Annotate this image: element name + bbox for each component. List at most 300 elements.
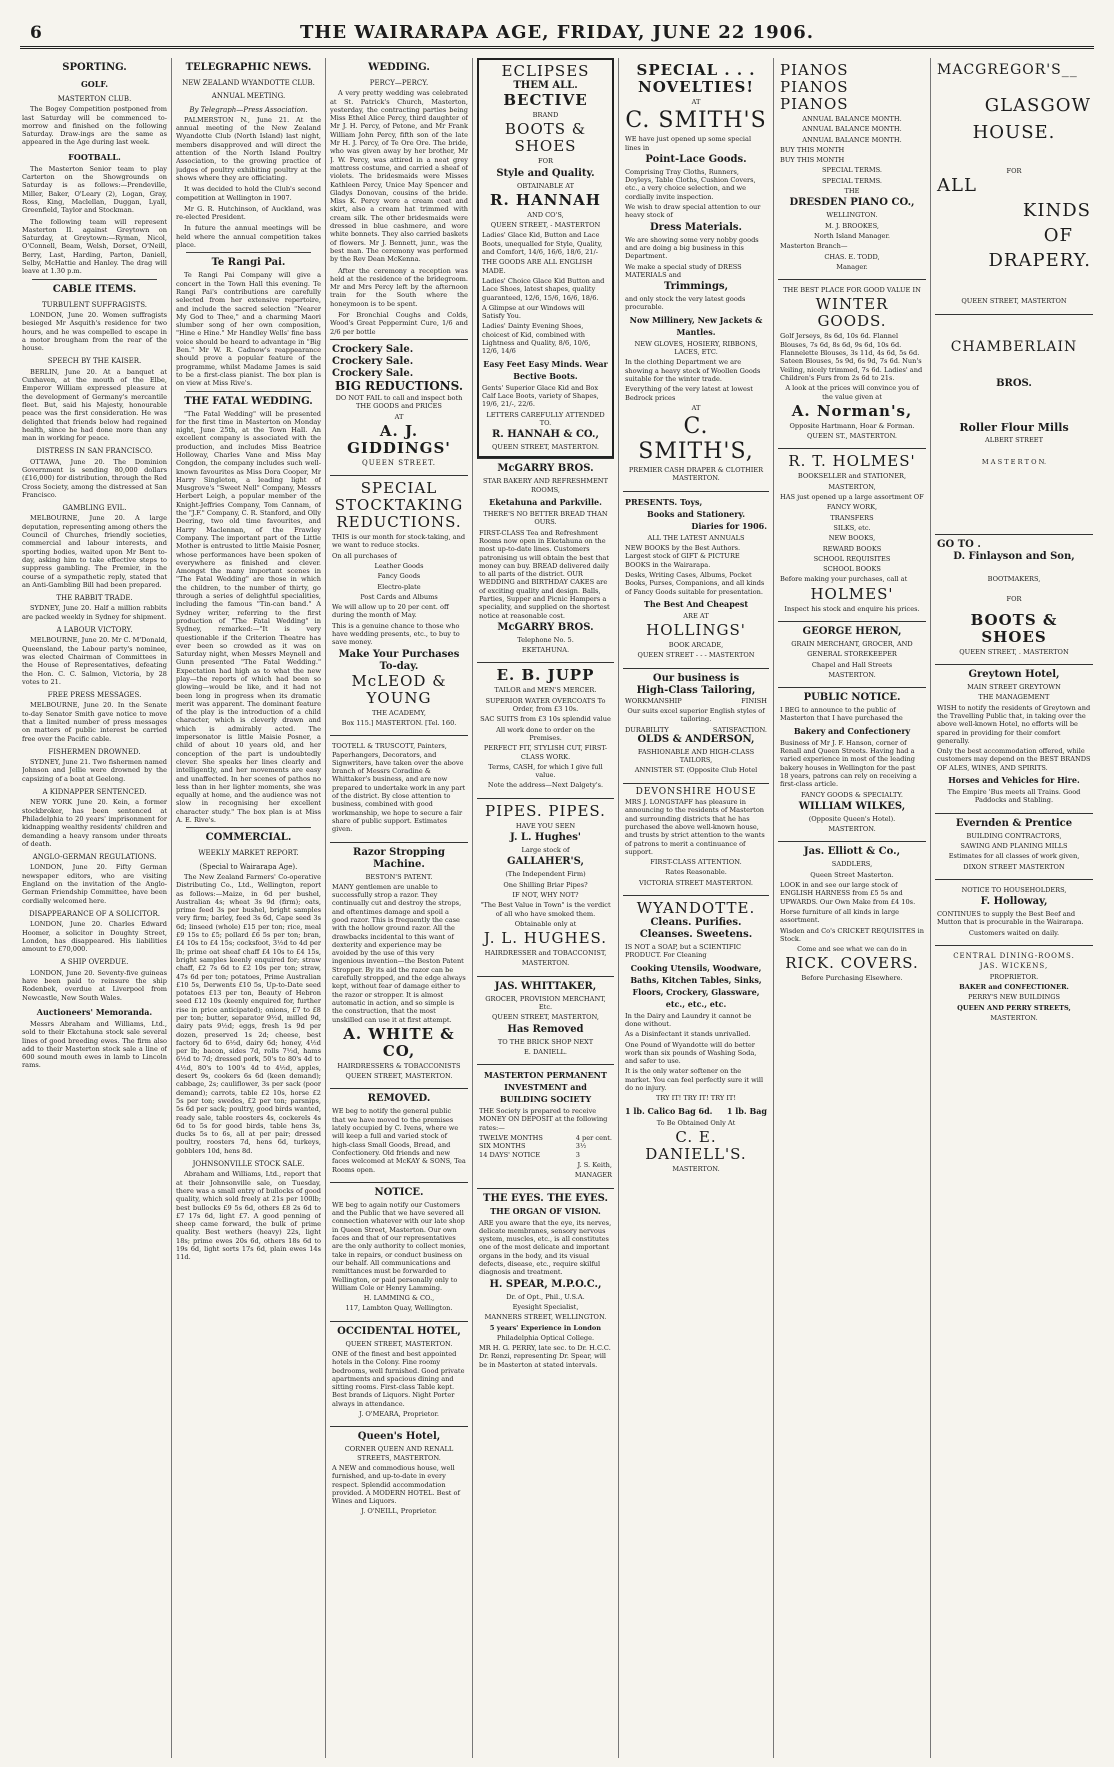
ad-headline: HOUSE.	[972, 122, 1056, 143]
ad-address: ANNISTER ST. (Opposite Club Hotel	[634, 766, 758, 775]
ad-headline: OCCIDENTAL HOTEL,	[337, 1325, 461, 1337]
ad-text: DO NOT FAIL to call and inspect both THE GOODS and PRICES	[335, 393, 463, 411]
advertiser-name: H. LAMMING & CO.,	[363, 1294, 435, 1303]
ad-subhead: PROPRIETOR.	[989, 972, 1039, 981]
ad-tootell	[330, 735, 468, 841]
ad-headline: THE EYES. THE EYES.	[483, 1192, 608, 1204]
ad-text: IF NOT, WHY NOT?	[512, 890, 579, 899]
divider	[32, 279, 157, 280]
article-heading: NEW ZEALAND WYANDOTTE CLUB.	[182, 79, 315, 87]
article-text: LONDON, June 20. Seventy-five guineas have been paid to reinsure the ship Rodenbek, overdue at Liverpool from Newcastle, New South Wales.	[22, 968, 167, 1002]
ad-text: ANNUAL BALANCE MONTH.	[802, 115, 902, 123]
advertiser-name: D. Finlayson and Son,	[953, 551, 1075, 563]
ad-headline: BOOTS & SHOES	[970, 610, 1058, 646]
article-text: LONDON, June 20. Women suffragists besieged Mr Asquith's residence for two hours, and he was compelled to escape in a motor brougham from the rear of the house.	[22, 310, 167, 353]
ad-text: Obtainable only at	[514, 919, 577, 928]
article-heading: THE RABBIT TRADE.	[56, 594, 133, 603]
ad-text: Only the best accommodation offered, while customers may depend on the BEST BRANDS OF ALES, WINES, AND SPIRITS.	[937, 747, 1091, 772]
ad-text: NEW BOOKS by the Best Authors. Largest stock of GIFT & PICTURE BOOKS in the Wairarapa.	[625, 544, 741, 569]
ad-subhead: Bakery and Confectionery	[793, 725, 911, 736]
ad-olds-anderson	[623, 668, 769, 783]
ad-headline: Crockery Sale.	[332, 367, 414, 379]
ad-item: Electro-plate	[377, 582, 421, 591]
ad-subhead: SADDLERS,	[831, 860, 873, 869]
ad-razor	[330, 842, 468, 1089]
ad-text: HAS just opened up a large assortment OF	[780, 493, 924, 502]
ad-address: QUEEN STREET.	[361, 458, 437, 467]
ad-text: BUY THIS MONTH	[780, 145, 845, 154]
ad-address: Box 115.] MASTERTON. [Tel. 160.	[341, 718, 457, 727]
ad-address: PREMIER CASH DRAPER & CLOTHIER MASTERTON.	[628, 466, 764, 483]
ad-subhead: Cooking Utensils, Woodware, Baths, Kitchen Tables, Sinks, Floors, Crockery, Glassware, etc., etc., etc.	[630, 962, 762, 1009]
ad-label: WORKMANSHIP	[625, 696, 682, 705]
ad-text: To Be Obtained Only At	[656, 1118, 736, 1127]
ad-text: SPECIAL TERMS.	[822, 176, 882, 185]
article-heading: WEEKLY MARKET REPORT.	[198, 849, 299, 858]
advertiser-name: McLEOD & YOUNG	[351, 671, 447, 707]
advertiser-name: F. Holloway,	[980, 896, 1048, 908]
article-text: Te Rangi Pai Company will give a concert in the Town Hall this evening. Te Rangi Pai's contributions are carefully selected from her extensive repertoire, and include the sacred selection "Nearer My God to Thee," and a charming Maori slumber song of her own composition, "Hine e Hine." Mr Handley Wells' fine bass voice should be heard to advantage in "Big Ben." Mr W. R. Cadnow's reappearance should prove a popular feature of the programme, whilst Madame James is said to be a first-class pianist. The box plan is on view at Miss Rive's.	[176, 271, 321, 388]
article-heading: JOHNSONVILLE STOCK SALE.	[192, 1160, 305, 1169]
article-heading: SPEECH BY THE KAISER.	[47, 357, 142, 366]
article-heading: DISTRESS IN SAN FRANCISCO.	[36, 447, 153, 456]
ad-subhead: AND CO'S,	[527, 210, 564, 219]
ad-text: SAC SUITS from £3 10s splendid value	[480, 715, 611, 724]
ad-headline: Cleans. Purifies.	[650, 917, 742, 929]
ad-address: MASTERTON.	[990, 1013, 1038, 1022]
ad-text: WE have just opened up some special lines in	[625, 135, 752, 152]
ad-text: Wisden and Co's CRICKET REQUISITES in Stock.	[780, 926, 924, 943]
ad-text: AT	[691, 403, 701, 412]
ad-headline: Crockery Sale.	[332, 355, 414, 367]
advertiser-name: OLDS & ANDERSON,	[637, 733, 755, 745]
advertiser-name: Jas. Elliott & Co.,	[803, 846, 901, 858]
ad-subhead: STAR BAKERY AND REFRESHMENT ROOMS,	[483, 477, 608, 494]
brand-name: BECTIVE	[503, 91, 588, 109]
ad-text: THE GOODS ARE ALL ENGLISH MADE.	[482, 258, 593, 275]
advertiser-name: C. SMITH'S,	[638, 414, 754, 465]
ad-text: Philadelphia Optical College.	[496, 1333, 595, 1342]
ad-address: QUEEN STREET, MASTERTON,	[492, 1013, 599, 1022]
ad-text: Estimates for all classes of work given,	[948, 852, 1080, 861]
ad-text: SPECIAL TERMS.	[822, 166, 882, 175]
ad-text: We wish to draw special attention to our heavy stock of	[625, 203, 761, 220]
article-text: LONDON, June 20. Charles Edward Hoomer, a solicitor in Doughty Street, London, has disappeared. His liabilities amount to £70,000.	[22, 920, 167, 954]
ad-text: AT	[394, 412, 404, 421]
ad-subhead: BOOK ARCADE,	[668, 641, 724, 650]
ad-headline: KINDS	[1022, 200, 1091, 222]
article-heading: GAMBLING EVIL.	[62, 504, 127, 513]
sub-heading: FOOTBALL.	[68, 151, 121, 162]
ad-price: 1 lb. Calico Bag 6d.	[625, 1105, 713, 1116]
masthead	[20, 20, 1094, 49]
advertiser-name: HOLMES'	[810, 584, 894, 603]
section-heading: TELEGRAPHIC NEWS.	[185, 62, 312, 73]
ad-text: As a Disinfectant it stands unrivalled.	[625, 1030, 751, 1039]
ad-text: On all purchases of	[332, 551, 397, 560]
ad-jupp	[477, 662, 614, 797]
ad-headline: DRAPERY.	[988, 250, 1091, 272]
article-text: NEW YORK June 20. Kein, a former stockbroker, has been sentenced at Philadelphia to 20 years' imprisonment for kidnapping wealthy residents' children and demanding a heavy ransom under threats of death.	[22, 798, 167, 848]
ad-pipes	[477, 798, 614, 976]
ad-text: MRS J. LONGSTAFF has pleasure in announcing to the residents of Masterton and surrounding districts that he has purchased the above well-known house, and trusts by strict attention to the wants of patrons to merit a continuance of support.	[625, 798, 765, 856]
article-byline: By Telegraph—Press Association.	[189, 105, 308, 114]
ad-address: QUEEN AND PERRY STREETS,	[957, 1003, 1071, 1012]
ad-subhead: SAWING AND PLANING MILLS	[960, 841, 1068, 850]
ad-address: QUEEN STREET - - - MASTERTON	[637, 651, 755, 660]
brand-name: WYANDOTTE.	[636, 899, 756, 918]
ad-headline: REMOVED.	[367, 1093, 431, 1105]
ad-headline: NOTICE.	[374, 1186, 424, 1198]
ad-text: WE beg to again notify our Customers and the Public that we have severed all connection whatever with our late shop in Queen Street, Masterton. Our own faces and that of our representatives are the only authority to collect monies, take in repairs, or conduct business on our behalf. All communications and remittances must be forwarded to Wellington, or paid personally only to William Cole or Henry Lamming.	[332, 1200, 466, 1292]
ad-text: 5 years' Experience in London	[489, 1323, 602, 1332]
ad-headline: PUBLIC NOTICE.	[803, 692, 901, 704]
ad-label: DURABILITY	[625, 725, 669, 734]
ad-text: In the Dairy and Laundry it cannot be done without.	[625, 1011, 752, 1028]
advertiser-name: J. L. HUGHES.	[483, 929, 608, 948]
ad-text: LOOK in and see our large stock of ENGLISH HARNESS from £5 5s and UPWARDS. Our Own Make from £4 10s.	[780, 881, 916, 906]
ad-subhead: BROS.	[996, 377, 1032, 389]
ad-subhead: Trimmings,	[663, 281, 729, 293]
article-text: "The Fatal Wedding" will be presented for the first time in Masterton on Monday night, June 25th, at the Town Hall. An excellent company is associated with the production, and includes Miss Beatrice Holloway, Charles Vane and Miss May Congdon, the company includes such well-known favourites as Miss Dora Cooper, Mr Harry Singleton, a leading light of Musgrove's "Sweet Nell" Company, Messrs Herbert Leigh, a popular member of the Knight-Jeffries Company, Tom Cannam, of the "J.F." Company, C. R. Stanford, and Olly Deering, two old time favourites, and Harry Maclennan, of the Frawley Company. The important part of the Little Mother is entrusted to little Maisie Posner, whose performances have been spoken of everywhere as finished and clever. Amongst the many important scenes in "The Fatal Wedding" are those in which the children, to the number of thirty, go through a series of delightful specialities, including the famous "Tin-can band." A Sydney writer, referring to the first production of "The Fatal Wedding" in Sydney, remarked:—"It is very questionable if the Criterion Theatre has ever been so crowded as it was on Saturday night, when Messrs Meynell and Gunn presented "The Fatal Wedding." Expectation had high as to what the new play—the reports of which had been so glowing—would be like, and it had not been long in progress when its dramatic merit was apparent. The dominant feature of the play is the introduction of a child character, which is cleverly drawn and which is admirably acted. The impersonator is little Maisie Posner, a child of about 10 years old, and her conception of the part is undoubtedly clever. She speaks her lines clearly and intelligently, and her movements are easy and unaffected. In her scenes of pathos no less than in her lighter moments, she was equally at home, and the audience was not slow in recognising her excellent character study." The box plan is at Miss A. E. Rive's.	[176, 409, 321, 825]
article-text: The following team will represent Masterton II. against Greytown on Saturday, at Greytown:—Ryman, Nicol, O'Connell, Beam, Welsh, Dorset, O'Neill, Berry, Last, Harding, Parton, Daniell, Selby, McHattie and Hanley. The drag will leave at 1.30 p.m.	[22, 217, 167, 276]
ad-text: Our suits excel superior English styles of tailoring.	[627, 706, 765, 724]
ad-text: Before Purchasing Elsewhere.	[801, 974, 903, 983]
ad-central-dining	[935, 945, 1093, 1030]
ad-address: QUEEN ST., MASTERTON.	[806, 432, 898, 441]
ad-text: North Island Manager.	[814, 231, 890, 240]
column-rule	[618, 58, 619, 1758]
ad-hollings	[623, 491, 769, 668]
advertiser-name: McGARRY BROS.	[497, 463, 594, 475]
ad-subhead: BRAND	[532, 111, 559, 119]
ad-text: I BEG to announce to the public of Masterton that I have purchased the	[780, 706, 903, 723]
ad-text: Masterton Branch—	[780, 242, 848, 251]
article-text: SYDNEY, June 20. Half a million rabbits are packed weekly in Sydney for shipment.	[22, 604, 167, 621]
ad-text: We will allow up to 20 per cent. off during the month of May.	[332, 603, 449, 620]
article-heading: PERCY—PERCY.	[369, 79, 429, 87]
ad-item: REWARD BOOKS	[822, 544, 882, 553]
article-text: Mr G. R. Hutchinson, of Auckland, was re-elected President.	[176, 204, 321, 222]
column-ads-7	[935, 58, 1093, 1758]
ad-headline: Roller Flour Mills	[959, 420, 1069, 434]
ad-subhead: THEM ALL.	[513, 80, 578, 91]
ad-subhead: GRAIN MERCHANT, GROCER, AND	[791, 639, 913, 648]
ad-address: MASTERTON.	[828, 670, 876, 679]
ad-c-smith	[623, 58, 769, 491]
ad-headline: PIANOS	[780, 78, 849, 96]
ad-wyandotte	[623, 895, 769, 1181]
ad-item: TRANSFERS	[830, 513, 874, 522]
ad-subhead: The Best And Cheapest	[643, 598, 749, 609]
ad-text: ARE AT	[683, 611, 709, 620]
ad-text: Gents' Superior Glace Kid and Box Calf Lace Boots, variety of Shapes, 19/6, 21/-, 22/6.	[482, 383, 599, 409]
ad-text: Everything of the very latest at lowest Bedrock prices	[625, 385, 753, 402]
advertiser-name: JAS. WICKENS,	[979, 962, 1049, 971]
advertiser-name: McGARRY BROS.	[497, 621, 594, 633]
section-heading: Te Rangi Pai.	[211, 257, 286, 269]
article-text: MELBOURNE, June 20. In the Senate to-day Senator Smith gave notice to move that a limited number of press messages on matters of public interest be carried free over the Pacific cable.	[22, 701, 167, 743]
ad-subhead: THE ORGAN OF VISION.	[490, 1205, 601, 1216]
ad-headline: ECLIPSES	[501, 62, 590, 80]
ad-text: ARE you aware that the eye, its nerves, delicate membranes, sensory nervous system, muscles, etc., is all constitutes one of the most delicate and important organs in the body, and its visual defects, disease, etc., require skilful diagnosis and treatment.	[479, 1218, 612, 1277]
ad-heron	[778, 621, 926, 687]
ad-headline: Razor Stropping Machine.	[353, 846, 445, 870]
divider	[186, 252, 311, 253]
ad-text: A look at the prices will convince you of the value given at	[785, 384, 919, 401]
ad-text: THE BEST PLACE FOR GOOD VALUE IN	[783, 286, 921, 295]
article-text: After the ceremony a reception was held at the residence of the bridegroom. Mr and Mrs Percy left by the afternoon train for the South where the honeymoon is to be spent.	[330, 266, 468, 308]
ad-price: 1 lb. Bag	[726, 1105, 767, 1116]
ad-headline: High-Class Tailoring,	[636, 684, 756, 696]
ad-subhead: TAILOR and MEN'S MERCER.	[494, 686, 597, 695]
article-text: BERLIN, June 20. At a banquet at Cuxhaven, at the mouth of the Elbe, Emperor William expressed pleasure at the development of Germany's mercantile fleet. But, said his Majesty, honourable peace was the first consideration. He was delighted that friends below had regained health, since he had done more than any man in working for peace.	[22, 367, 167, 443]
ad-headline: Cleanses. Sweetens.	[639, 929, 753, 941]
ad-removed	[330, 1088, 468, 1181]
advertiser-name: H. SPEAR, M.P.O.C.,	[489, 1278, 602, 1290]
ad-text: PERFECT FIT, STYLISH CUT, FIRST-CLASS WORK.	[483, 744, 608, 761]
advertiser-name: R. T. HOLMES'	[788, 452, 916, 471]
ad-text: ALL THE LATEST ANNUALS	[647, 533, 745, 542]
section-heading: SPORTING.	[62, 62, 127, 73]
ad-text: We make a special study of DRESS MATERIALS and	[625, 262, 742, 279]
ad-subhead: Now Millinery, New Jackets & Mantles.	[629, 314, 763, 337]
ad-item: SCHOOL BOOKS	[823, 565, 881, 574]
ad-headline: PIANOS	[780, 95, 849, 113]
ad-text: Note the address—Next Dalgety's.	[487, 781, 604, 790]
rates-table	[479, 1134, 612, 1159]
ad-headline: Make Your Purchases To-day.	[338, 648, 460, 672]
ad-headline: PIPES. PIPES.	[485, 801, 606, 820]
ad-item: SCHOOL REQUISITES	[813, 554, 891, 563]
article-text: The New Zealand Farmers' Co-operative Distributing Co., Ltd., Wellington, report as follows:—Maize, in 6d per bushel, Australian 4s; wheat 3s 9d (firm); oats, prime feed 3s per bushel, bright samples very firm; barley, feed 3s 6d, Cape seed 3s 6d; linseed (whole) £15 per ton; rice, meal £9 15s to £5; pollard £6 5s per ton; bran, £4 10s to £4 15s; cocksfoot, 3½d to 4d per lb; prime oat sheaf chaff £4 10s to £4 15s, bright samples keenly enquired for; straw chaff, £2 7s 6d to £2 10s per ton; straw, 47s 6d per ton; potatoes, Prime Australian £10 5s, Derwents £10 5s, Up-to-Date seed potatoes £13 per ton, Beauty of Hebron seed £12 10s (keenly enquired for, further rise in price anticipated); onions, £7 to £8 per ton; butter, separator 9½d, milled 9d, dairy pats 9½d; eggs, fresh 1s 9d per dozen, preserved 1s 2d; cheese, best factory 6d to 6½d, dairy 6d; honey, 4½d per lb; bacon, sides 7d, rolls 7½d, hams 6½d to 7d; dressed pork, 50's to 80's 4d to 4½d, 80's to 100's 4d to 4½d, apples, desert 9s, cookers 6s 6d (keen demand); cabbage, 2s; cauliflower, 3s per sack (poor demand); carrots, table £2 10s, horse £2 5s per ton; swedes, £2 per ton; parsnips, 5s 6d per sack; poultry, good birds wanted, ready sale, table roosters 4s, cockerels 4s 6d to 5s for good birds, table hens 3s, ducks 5s to 6s, all at per pair; dressed poultry, roosters 7d, hens 6d, turkeys, gobblers 10d, hens 8d.	[176, 872, 321, 1155]
ad-text: All work done to order on the Premises.	[496, 725, 595, 742]
ad-address: MAIN STREET GREYTOWN	[967, 683, 1061, 692]
ad-norman	[778, 279, 926, 448]
ad-building-society	[477, 1064, 614, 1187]
ad-address: Telephone No. 5.	[517, 635, 574, 644]
ad-holmes	[778, 448, 926, 621]
section-heading: THE FATAL WEDDING.	[184, 395, 313, 407]
article-text: In future the annual meetings will be held where the annual competition takes place.	[176, 224, 321, 250]
ad-headline: Our business is	[652, 672, 740, 684]
ad-headline: Has Removed	[507, 1023, 584, 1035]
article-heading: A KIDNAPPER SENTENCED.	[42, 788, 147, 797]
section-heading: WEDDING.	[368, 62, 430, 73]
ad-headline: GO TO .	[937, 539, 981, 551]
ad-text: E. DANIELL.	[523, 1047, 568, 1056]
advertiser-name: A. Norman's,	[791, 401, 913, 420]
ad-text: ANNUAL BALANCE MONTH.	[802, 125, 902, 134]
ad-text: One Pound of Wyandotte will do better work than six pounds of Washing Soda, and safer to use.	[625, 1040, 757, 1066]
ad-headline: RICK. COVERS.	[785, 954, 919, 973]
ad-address: MASTERTON.	[521, 959, 570, 968]
sub-heading: GOLF.	[80, 79, 109, 89]
ad-subhead: BOOKSELLER and STATIONER,	[797, 472, 907, 481]
article-text: Messrs Abraham and Williams, Ltd., sold to their Ekctahuna stock sale several lines of good breeding ewes. The firm also add to their Masterton stock sale a line of 600 sound mouth ewes in lamb to Lincoln rams.	[22, 1019, 167, 1070]
ad-text: Desks, Writing Cases, Albums, Pocket Books, Purses, Companions, and all kinds of Fancy Goods suitable for presentation.	[625, 570, 765, 596]
column-rule	[325, 58, 326, 1758]
ad-address: WELLINGTON.	[826, 211, 878, 220]
ad-text: IS NOT a SOAP, but a SCIENTIFIC PRODUCT. For Cleaning	[625, 943, 742, 960]
ad-text: Before making your purchases, call at	[780, 575, 908, 584]
newspaper-title: THE WAIRARAPA AGE, FRIDAY, JUNE 22 1906.	[300, 22, 814, 43]
ad-subhead: MANAGER	[574, 1171, 612, 1180]
ad-text: THE Society is prepared to receive MONEY ON DEPOSIT at the following rates:—	[479, 1107, 608, 1132]
ad-text: Ladies' Glace Kid, Button and Lace Boots, unequalled for Style, Quality, and Comfort, 14/6, 16/6, 18/6, 21/-	[482, 231, 603, 257]
ad-text: FOR	[1006, 595, 1022, 604]
column-telegraphic	[176, 58, 321, 1758]
ad-crockery	[330, 339, 468, 475]
ad-queens-hotel	[330, 1426, 468, 1523]
advertiser-name: J. O'MEARA, Proprietor.	[359, 1410, 439, 1419]
ad-item: Fancy Goods	[377, 572, 421, 581]
divider	[186, 827, 311, 828]
article-heading: FREE PRESS MESSAGES.	[47, 691, 142, 700]
ad-subhead: Eketahuna and Parkville.	[489, 497, 602, 508]
ad-mcgarry	[477, 458, 614, 662]
advertiser-name: C. E. DANIELL'S.	[645, 1127, 747, 1163]
column-ads-6	[778, 58, 926, 1758]
section-heading: Auctioneers' Memoranda.	[36, 1006, 153, 1017]
ad-subhead: BAKER and CONFECTIONER.	[959, 982, 1069, 991]
rate-value: 3½	[575, 1142, 587, 1151]
ad-chamberlain	[935, 314, 1093, 475]
advertiser-name: E. B. JUPP	[496, 666, 595, 685]
ad-headline: DEVONSHIRE HOUSE	[635, 786, 757, 797]
ad-subhead: Horses and Vehicles for Hire.	[948, 775, 1080, 786]
ad-subhead: GROCER, PROVISION MERCHANT, Etc.	[485, 994, 606, 1011]
advertiser-name: JAS. WHITTAKER,	[494, 980, 597, 992]
ad-address: THE ACADEMY,	[371, 708, 427, 717]
ad-address: VICTORIA STREET MASTERTON.	[639, 878, 753, 887]
article-heading: MASTERTON CLUB.	[57, 95, 132, 103]
ad-headline: MASTERTON PERMANENT INVESTMENT and BUILDING SOCIETY	[484, 1070, 607, 1105]
ad-text: TRY IT! TRY IT! TRY IT!	[656, 1094, 736, 1103]
article-heading: A LABOUR VICTORY.	[56, 626, 133, 635]
article-text: The Masterton Senior team to play Carterton on the Showgrounds on Saturday is as follows:—Prendeville, Miller, Baker, O'Leary (2), Logan, Gray, Ross, King, Maclellan, Duggan, Lyall, Greenfield, Taylor and Stockman.	[22, 164, 167, 215]
column-ads-4	[477, 58, 614, 1758]
ad-headline: WINTER GOODS.	[815, 295, 889, 331]
ad-elliott	[778, 841, 926, 990]
ad-text: It is the only water softener on the market. You can feel perfectly sure it will do no injury.	[625, 1067, 764, 1092]
ad-text: In the clothing Department we are showing a heavy stock of Woollen Goods suitable for the winter trade.	[625, 358, 761, 383]
ad-text: A NEW and commodious house, well furnished, and up-to-date in every respect. Splendid accommodation provided. A MODERN HOTEL. Best of Wines and Liquors.	[332, 1463, 460, 1506]
ad-subhead: BESTON'S PATENT.	[365, 872, 433, 881]
advertiser-name: CHAMBERLAIN	[950, 338, 1078, 355]
ad-text: TO THE BRICK SHOP NEXT	[497, 1037, 594, 1046]
ad-text: Opposite Hartmann, Hoar & Forman.	[789, 421, 915, 430]
article-heading: TURBULENT SUFFRAGISTS.	[42, 300, 147, 309]
ad-headline: Queen's Hotel,	[357, 1431, 441, 1443]
article-heading: ANNUAL MEETING.	[211, 92, 286, 101]
article-heading: ANGLO-GERMAN REGULATIONS.	[32, 853, 157, 862]
ad-address: MANNERS STREET, WELLINGTON.	[484, 1313, 607, 1322]
advertiser-name: WILLIAM WILKES,	[798, 800, 906, 812]
ad-headline: ALL	[937, 175, 977, 197]
ad-address: EKETAHUNA.	[521, 646, 570, 655]
ad-text: A Glimpse at our Windows will Satisfy You.	[482, 303, 585, 321]
ad-headline: NOTICE TO HOUSEHOLDERS,	[961, 885, 1067, 894]
ad-subhead: Diaries for 1906.	[691, 520, 767, 531]
ad-text: Manager.	[836, 262, 868, 271]
ad-bective	[477, 58, 614, 458]
ad-text: Customers waited on daily.	[968, 928, 1060, 937]
ad-public-notice	[778, 687, 926, 841]
ad-text: Ladies' Dainty Evening Shoes, choicest of Kid, combined with Lightness and Quality, 8/6, 10/6, 12/6, 14/6	[482, 322, 591, 356]
ad-headline: Easy Feet Easy Minds. Wear Bective Boots.	[483, 358, 608, 381]
ad-subhead: FASHIONABLE AND HIGH-CLASS TAILORS,	[637, 747, 755, 765]
ad-text: AT	[691, 98, 701, 106]
column-rule	[171, 58, 172, 1758]
ad-finlayson	[935, 534, 1093, 664]
ad-text: FANCY GOODS & SPECIALTY.	[801, 790, 903, 799]
ad-item: FANCY WORK,	[826, 503, 878, 512]
rate-value: 3	[575, 1150, 580, 1159]
ad-notice	[330, 1182, 468, 1321]
ad-text: Rates Reasonable.	[665, 868, 727, 877]
ad-row	[625, 697, 767, 705]
ad-address: M A S T E R T O N.	[981, 457, 1047, 466]
ad-headline: PRESENTS. Toys,	[625, 496, 703, 507]
ad-text: THIS is our month for stock-taking, and we want to reduce stocks.	[332, 533, 466, 550]
rate-value: 4 per cent.	[575, 1134, 612, 1143]
ad-text: MANY gentlemen are unable to successfully strop a razor. They continually cut and destroy the strops, and oftentimes damage and spoil a good razor. This is frequently the case with the hollow ground razor. All the drawbacks incidental to this want of dexterity and experience may be avoided by the use of this very ingenious invention—the Beston Patent Stropper. By its aid the razor can be carefully stropped, and the edge always kept, without fear of damage either to the razor or stropper. It is almost automatic in action, and so simple is the construction, that the most unskilled can use it at first attempt.	[332, 882, 466, 1024]
ad-text: Come and see what we can do in	[797, 945, 907, 954]
brand-name: GALLAHER'S,	[507, 856, 584, 868]
ad-macgregor	[935, 58, 1093, 314]
ad-text: (Opposite Queen's Hotel).	[808, 814, 896, 823]
ad-headline: BIG REDUCTIONS.	[334, 378, 464, 393]
ad-text: FIRST-CLASS ATTENTION.	[650, 858, 742, 867]
advertiser-name: C. SMITH'S	[625, 108, 767, 134]
ad-subhead: Books and Stationery.	[646, 508, 745, 519]
ad-headline: CENTRAL DINING-ROOMS.	[953, 952, 1075, 961]
ad-text: TOOTELL & TRUSCOTT, Painters, Paperhangers, Decorators, and Signwriters, have taken over the above branch of Messrs Coradine & Whittaker's business, and are now prepared to undertake work in any part of the district. By close attention to business, combined with good workmanship, we hope to secure a fair share of public support. Estimates given.	[332, 742, 466, 834]
ad-subhead: Dress Materials.	[649, 221, 743, 233]
ad-row	[625, 1105, 767, 1117]
page-number: 6	[30, 23, 42, 43]
advertiser-name: J. L. Hughes'	[510, 832, 581, 844]
ad-text: NEW GLOVES, HOSIERY, RIBBONS, LACES, ETC.	[634, 339, 758, 357]
advertiser-name: Greytown Hotel,	[968, 669, 1060, 681]
ad-text: CONTINUES to supply the Best Beef and Mutton that is procurable in the Wairarapa.	[937, 910, 1084, 927]
advertiser-name: Evernden & Prentice	[955, 817, 1073, 829]
advertiser-name: A. WHITE & CO,	[343, 1024, 455, 1060]
ad-subhead: Large stock of	[521, 846, 570, 855]
ad-subhead: OBTAINABLE AT	[516, 181, 575, 190]
ad-item: NEW BOOKS,	[828, 534, 876, 543]
ad-holloway	[935, 879, 1093, 945]
ad-subhead: THE MANAGEMENT	[978, 693, 1050, 702]
ad-address: QUEEN STREET, MASTERTON.	[345, 1339, 453, 1348]
ad-headline: SPECIAL STOCKTAKING REDUCTIONS.	[334, 479, 464, 532]
ad-subhead: FOR	[538, 157, 553, 166]
advertiser-name: DRESDEN PIANO CO.,	[789, 197, 915, 209]
article-heading: DISAPPEARANCE OF A SOLICITOR.	[28, 909, 161, 918]
ad-address: MASTERTON.	[828, 825, 876, 834]
ad-label: SATISFACTION.	[712, 725, 767, 734]
ad-address: 117, Lambton Quay, Wellington.	[345, 1304, 453, 1313]
advertiser-name: J. S. Keith,	[577, 1160, 612, 1169]
column-wedding	[330, 58, 468, 1758]
ad-address: DIXON STREET MASTERTON	[963, 862, 1065, 871]
advertiser-name: MACGREGOR'S__	[937, 62, 1078, 78]
ad-text: Business of Mr J. F. Hanson, corner of Renall and Queen Streets. Having had a varied experience in most of the leading bakery houses in Wellington for the past 18 years, patrons can rely on receiving a first-class article.	[780, 738, 917, 789]
ad-text: M. J. BROOKES,	[824, 221, 879, 230]
column-ads-5	[623, 58, 769, 1758]
advertiser-name: A. J. GIDDINGS'	[347, 421, 451, 457]
